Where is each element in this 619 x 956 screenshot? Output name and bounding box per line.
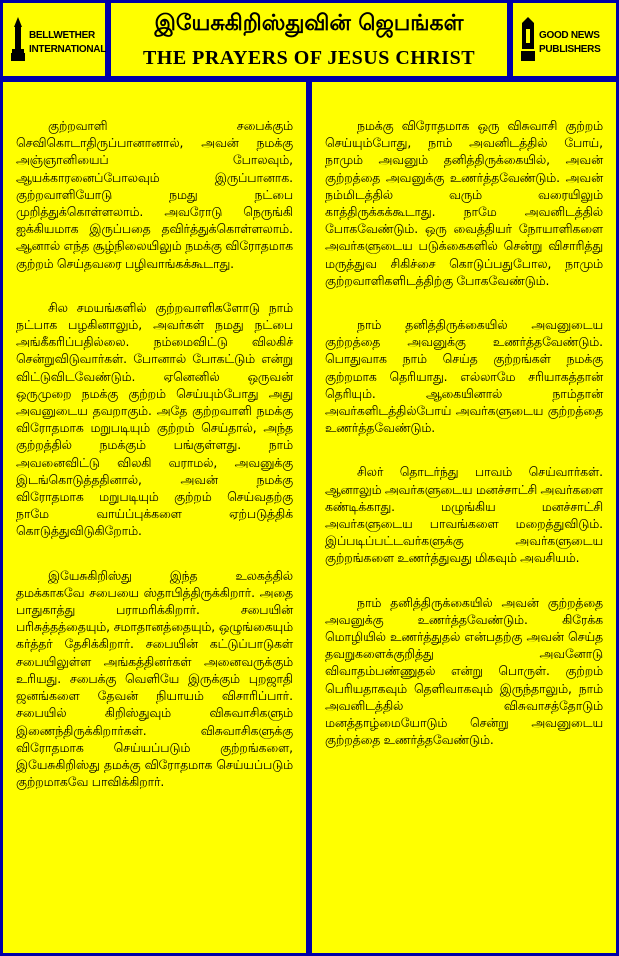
paragraph: இயேசுகிறிஸ்து இந்த உலகத்தில் தமக்காகவே சபையை ஸ்தாபித்திருக்கிறார். அதை பாதுகாத்து பராமரிக்கிறார். சபையின் பரிசுத்தத்தையும், சமாதானத்தையும், ஒழுங்கையும் கர்த்தர் தேசிக்கிறார். சபையின் கட்டுப்பாடுகள் சபையிலுள்ள அங்கத்தினர்கள் அனைவருக்கும் உரியது. சபைக்கு வெளியே இருக்கும் புறஜாதி ஜனங்களை தேவன் நியாயம் விசாரிப்பார். சபையில் கிறிஸ்துவும் விசுவாசிகளும் இணைந்திருக்கிறார்கள். விசுவாசிகளுக்கு விரோதமாக செய்யப்படும் குற்றங்களை, இயேசுகிறிஸ்து தமக்கு விரோதமாக செய்யப்படும் குற்றமாகவே பாவிக்கிறார். [16,568,293,790]
paragraph: சிலர் தொடர்ந்து பாவம் செய்வார்கள். ஆனாலும் அவர்களுடைய மனச்சாட்சி அவர்களை கண்டிக்காது. மழுங்கிய மனச்சாட்சி அவர்களுடைய பாவங்களை மறைத்துவிடும். இப்படிப்பட்டவர்களுக்கு அவர்களுடைய குற்றங்களை உணர்த்துவது மிகவும் அவசியம். [325,465,603,566]
right-logo-text: GOOD NEWS PUBLISHERS [539,30,601,55]
left-column [3,82,306,953]
bellwether-tower-icon [11,17,25,61]
title-english: THE PRAYERS OF JESUS CHRIST [142,47,476,69]
title-tamil: இயேசுகிறிஸ்துவின் ஜெபங்கள் [154,11,464,36]
publisher-logo-left [3,3,105,76]
paragraph: குற்றவாளி சபைக்கும் செவிகொடாதிருப்பானானால், அவன் நமக்கு அஞ்ஞானியைப் போலவும், ஆயக்காரனைப்போலவும் இருப்பானாக. குற்றவாளியோடு நமது நட்பை முறித்துக்கொள்ளலாம். அவரோடு நெருங்கி ஐக்கியமாக இருப்பதை தவிர்த்துக்கொள்ளலாம். ஆனால் எந்த சூழ்நிலையிலும் நமக்கு விரோதமாக குற்றம் செய்தவரை பழிவாங்கக்கூடாது. [16,119,293,271]
publisher-logo-right [513,3,616,76]
paragraph: நாம் தனித்திருக்கையில் அவனுடைய குற்றத்தை அவனுக்கு உணர்த்தவேண்டும். பொதுவாக நாம் செய்த குற்றங்கள் நமக்கு குற்றமாக தெரியாது. எல்லாமே சரியாகத்தான் தெரியும். ஆகையினால் நாம்தான் அவர்களிடத்தில்போய் அவர்களுடைய குற்றத்தை உணர்த்தவேண்டும். [325,318,603,436]
paragraph: நமக்கு விரோதமாக ஒரு விசுவாசி குற்றம் செய்யும்போது, நாம் அவனிடத்தில் போய், நாமும் அவனும் தனித்திருக்கையில், அவன் குற்றத்தை அவனுக்கு உணர்த்தவேண்டும். அவன் நம்மிடத்தில் வரும் வரையிலும் காத்திருக்கக்கூடாது. நாமே அவனிடத்தில் போகவேண்டும். ஒரு வைத்தியர் நோயாளிகளை அவர்களுடைய படுக்கைகளில் சென்று விசாரித்து மருத்துவ சிகிச்சை கொடுப்பதுபோல, நாமும் குற்றவாளிகளிடத்திற்கு போகவேண்டும். [325,119,603,288]
left-logo-text: BELLWETHER INTERNATIONAL [29,30,107,55]
paragraph: நாம் தனித்திருக்கையில் அவன் குற்றத்தை அவனுக்கு உணர்த்தவேண்டும். கிரேக்க மொழியில் உணர்த்துதல் என்பதற்கு அவன் செய்த தவறுகளைக்குறித்து அவனோடு விவாதம்பண்ணுதல் என்று பொருள். குற்றம் பெரியதாகவும் தெளிவாகவும் இருந்தாலும், நாம் அவனிடத்தில் விசுவாசத்தோடும் மனத்தாழ்மையோடும் சென்று அவனுடைய குற்றத்தை உணர்த்தவேண்டும். [325,595,603,748]
paragraph: சில சமயங்களில் குற்றவாளிகளோடு நாம் நட்பாக பழகினாலும், அவர்கள் நமது நட்பை அங்கீகரிப்பதில்லை. நம்மைவிட்டு விலகிச் சென்றுவிடுவார்கள். போனால் போகட்டும் என்று விட்டுவிடவேண்டும். ஏனெனில் ஒருவன் ஒருமுறை நமக்கு குற்றம் செய்யும்போது அது அவனுடைய தவறாகும். அதே குற்றவாளி நமக்கு விரோதமாக மறுபடியும் குற்றம் செய்தால், அந்த குற்றத்தில் நமக்கும் பங்குள்ளது. நாம் அவனைவிட்டு விலகி வராமல், அவனுக்கு இடங்கொடுத்ததினால், அவன் நமக்கு விரோதமாக மறுபடியும் குற்றம் செய்வதற்கு நாமே வாய்ப்புக்களை ஏற்படுத்திக் கொடுத்துவிடுகிறோம். [16,300,293,539]
page-header [111,3,507,76]
right-column [312,82,616,953]
book-logo-icon [521,17,535,61]
